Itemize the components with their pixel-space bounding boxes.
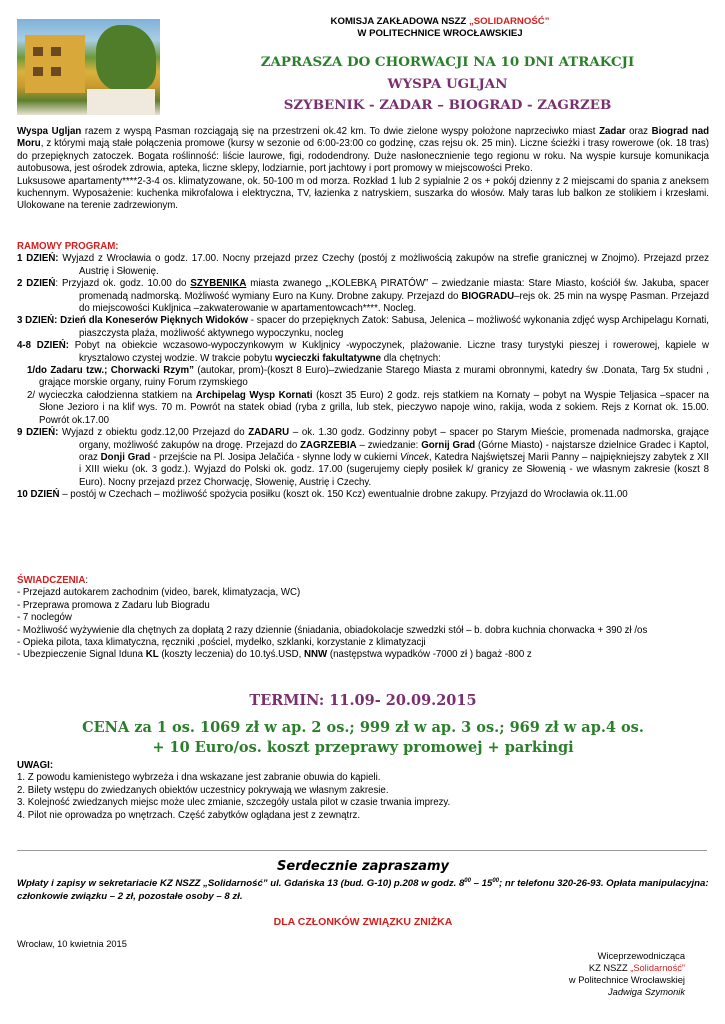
intro-section: Wyspa Ugljan razem z wyspą Pasman rozciągają się na przestrzeni ok.42 km. To dwie zielone wyspy położone naprzeciwko miast Zadar oraz Biograd nad Moru, z którymi mają stałe połączenia promowe (kursy w sezonie od 6:00-23:00 co godzinę, czas rejsu ok. 25 min). Liczne ścieżki i trasy rowerowe (ok. 18 tras) do przepięknych zatoczek. Bogata roślinność: liście laurowe, figi, rododendrony. Duże nasłonecznienie tego regionu w roku. Na wyspie kursuje komunikacja autobusowa, jest ośrodek zdrowia, apteka, liczne sklepy, lodziarnie, port jachtowy i port promowy w miejscowości Preko. Luksusowe apartamenty****2-3-4 os. klimatyzowane, ok. 50-100 m od morza. Rozkład 1 lub 2 sypialnie 2 os + pokój dzienny z 2 miejscami do spania z aneksem kuchennym. Wyposażenie: kuchenka mikrofalowa i elektryczna, TV, łazienka z natryskiem, suszarka do włosów. Mały taras lub balkon ze stolikiem i krzesłami. Ulokowane na terenie zadrzewionym. bbox=[17, 126, 710, 212]
swiadczenie-item: - Możliwość wyżywienie dla chętnych za dopłatą 2 razy dziennie (śniadania, obiadokolacje szwedzki stół – b. dobra kuchnia chorwacka + 390 zł /os bbox=[17, 624, 648, 636]
member-discount: DLA CZŁONKÓW ZWIĄZKU ZNIŻKA bbox=[273, 916, 453, 928]
uwagi-heading: UWAGI: bbox=[17, 760, 54, 771]
swiadczenie-item: - Przeprawa promowa z Zadaru lub Biogradu bbox=[17, 599, 210, 611]
swiadczenie-item: - Przejazd autokarem zachodnim (video, barek, klimatyzacja, WC) bbox=[17, 587, 301, 599]
day-1: 1 DZIEŃ: Wyjazd z Wrocławia o godz. 17.00. Nocny przejazd przez Czechy (postój z możliwością zakupów na strefie granicznej w Znojmo). Przejazd przez Austrię i Słowenię. bbox=[17, 253, 709, 277]
uwagi-section bbox=[17, 760, 709, 822]
day-10: 10 DZIEŃ – postój w Czechach – możliwość spożycia posiłku (koszt ok. 150 Kcz) ewentualnie drobne zakupy. Przyjazd do Wrocławia ok.11.00 bbox=[17, 489, 628, 501]
days-4-8: 4-8 DZIEŃ: Pobyt na obiekcie wczasowo-wypoczynkowym w Kukljnicy -wypoczynek, plażowanie. Liczne trasy turystyki pieszej i rowerowej, kąpiele w krysztalowo czystej wodzie. W trakcie pobytu wycieczki fakultatywne dla chętnych: bbox=[17, 340, 709, 364]
title-line3: SZYBENIK - ZADAR – BIOGRAD - ZAGRZEB bbox=[283, 97, 612, 113]
date: Wrocław, 10 kwietnia 2015 bbox=[17, 939, 127, 949]
program-section bbox=[17, 241, 709, 502]
day-9: 9 DZIEŃ: Wyjazd z obiektu godz.12,00 Przejazd do ZADARU – ok. 1.30 godz. Godzinny pobyt – spacer po Starym Mieście, promenada nadmorska, grające organy, możliwość zakupów na drogę. Przejazd do ZAGRZEBIA – zwiedzanie: Gornij Grad (Górne Miasto) - najstarsze dzielnice Gradec i Kaptol, oraz Donji Grad - przejście na Pl. Josipa Jelačića - słynne lody w cukierni Vincek, Katedra Najświętszej Marii Panny – najpiękniejszy zabytek z XII i XIII wieku (ok. 3 godz.). Wyjazd do Polski ok. godz. 17.00 (sugerujemy ciepły posiłek k/ granicy ze Słowenią - we własnym zakresie (koszt 8 Euro). Nocny przejazd przez Chorwację, Słowenię, Austrię i Czechy. bbox=[17, 427, 709, 488]
title-line1: ZAPRASZA DO CHORWACJI NA 10 DNI ATRAKCJI bbox=[260, 54, 635, 70]
program-heading: RAMOWY PROGRAM: bbox=[17, 241, 119, 252]
swiadczenia-section: ŚWIADCZENIA: - Przejazd autokarem zachodnim (video, barek, klimatyzacja, WC) - Przeprawa promowa z Zadaru lub Biogradu - 7 noclegów - Możliwość wyżywienie dla chętnych za dopłatą 2 razy dziennie (śniadania, obiadokolacje szwedzki stół – b. dobra kuchnia chorwacka + 390 zł /os - Opieka pilota, taxa klimatyczna, ręczniki ,pościel, mydełko, szklanki, korzystanie z klimatyzacji - Ubezpieczenie Signal Iduna KL (koszty leczenia) do 10.tyś.USD, NNW (następstwa wypadków -7000 zł ) bagaż -800 z bbox=[17, 575, 709, 662]
termin: TERMIN: 11.09- 20.09.2015 bbox=[249, 692, 477, 709]
sign-name: Jadwiga Szymonik bbox=[608, 987, 685, 997]
day-3: 3 DZIEŃ: Dzień dla Koneserów Pięknych Widoków - spacer do przepięknych Zatok: Sabusa, Jelenica – możliwość wykonania zdjęć wysp Archipelagu Kornati, piaszczysta plaża, możliwość aktywnego wypoczynku, nocleg bbox=[17, 315, 710, 339]
greeting: Serdecznie zapraszamy bbox=[277, 859, 449, 874]
excursion-2: 2/ wycieczka całodzienna statkiem na Archipelag Wysp Kornati (koszt 35 Euro) 2 godz. rejs statkiem na Kornaty – pobyt na Wyspie Teljasica –spacer na Słone Jezioro i na klif wys. 70 m. Powrót na statek obiad (ryba z grilla, lub stek, pieczywo napoje wino, rakija, woda z sokiem. Rejs z Kornat ok. 15.00. Powrót ok.17.00 bbox=[27, 389, 710, 426]
sign-institution: w Politechnice Wrocławskiej bbox=[568, 975, 685, 985]
uwagi-item: 3. Kolejność zwiedzanych miejsc może ulec zmianie, szczegóły ustala pilot w czasie trwania imprezy. bbox=[17, 797, 451, 809]
swiadczenie-item: - 7 noclegów bbox=[17, 612, 72, 624]
organization-header bbox=[270, 16, 610, 40]
swiadczenia-heading: ŚWIADCZENIA bbox=[17, 575, 86, 586]
payment-info: Wpłaty i zapisy w sekretariacie KZ NSZZ „Solidarność” ul. Gdańska 13 (bud. G-10) p.208 w godz. $8^{00} - 15^{00}$; nr telefonu 320-26-93. Opłata manipulacyjna: członkowie związku – 2 zł, pozostałe osoby – 8 zł. bbox=[17, 878, 709, 902]
org-solidarnosc: „SOLIDARNOŚĆ” bbox=[468, 16, 550, 27]
intro-apartments: Luksusowe apartamenty****2-3-4 os. klimatyzowane, ok. 50-100 m od morza. Rozkład 1 lub 2 sypialnie 2 os + pokój dzienny z 2 miejscami do spania z aneksem kuchennym. Wyposażenie: kuchenka mikrofalowa i elektryczna, TV, łazienka z natryskiem, suszarka do włosów. Mały taras lub balkon ze stolikiem i krzesłami. Ulokowane na terenie zadrzewionym. bbox=[17, 175, 709, 212]
swiadczenie-item: - Opieka pilota, taxa klimatyczna, ręczniki ,pościel, mydełko, szklanki, korzystanie z klimatyzacji bbox=[17, 637, 426, 649]
price-line1: CENA za 1 os. 1069 zł w ap. 2 os.; 999 zł w ap. 3 os.; 969 zł w ap.4 os. bbox=[82, 719, 644, 736]
signature-block: Wiceprzewodnicząca KZ NSZZ „Solidarność” w Politechnice Wrocławskiej Jadwiga Szymonik bbox=[568, 951, 685, 997]
resort-photo bbox=[17, 19, 160, 115]
org-name: KOMISJA ZAKŁADOWA NSZZ bbox=[330, 16, 467, 27]
divider bbox=[17, 850, 707, 851]
title-line2: WYSPA UGLJAN bbox=[387, 76, 508, 92]
day-2: 2 DZIEŃ: Przyjazd ok. godz. 10.00 do SZYBENIKA miasta zwanego „,KOLEBKĄ PIRATÓW” – zwiedzanie miasta: Stare Miasto, kościół św. Jakuba, spacer promenadą nadmorską. Możliwość wymiany Euro na Kuny. Drobne zakupy. Przejazd do BIOGRADU–rejs ok. 25 min na wyspę Pasman. Przejazd do miejscowości Kukljnica –zakwaterowanie w apartamentowcach****. Nocleg. bbox=[17, 278, 709, 315]
excursion-1: 1/do Zadaru tzw.; Chorwacki Rzym” (autokar, prom)-(koszt 8 Euro)–zwiedzanie Starego Miasta z murami obronnymi, katedry św .Donata, Targ 5x studni , grające morskie organy, ruiny Forum rzymskiego bbox=[27, 365, 709, 389]
uwagi-item: 1. Z powodu kamienistego wybrzeża i dna wskazane jest zabranie obuwia do kąpieli. bbox=[17, 772, 381, 784]
sign-role: Wiceprzewodnicząca bbox=[597, 951, 685, 961]
price-line2: + 10 Euro/os. koszt przeprawy promowej + parkingi bbox=[152, 739, 574, 756]
uwagi-item: 2. Bilety wstępu do zwiedzanych obiektów uczestnicy pokrywają we własnym zakresie. bbox=[17, 784, 389, 796]
sign-solidarnosc: „Solidarność” bbox=[630, 963, 685, 973]
insurance-item: - Ubezpieczenie Signal Iduna KL (koszty leczenia) do 10.tyś.USD, NNW (następstwa wypadków -7000 zł ) bagaż -800 z bbox=[17, 649, 532, 661]
uwagi-item: 4. Pilot nie oprowadza po wnętrzach. Część zabytków oglądana jest z zewnątrz. bbox=[17, 809, 361, 821]
org-line2: W POLITECHNICE WROCŁAWSKIEJ bbox=[357, 28, 523, 39]
